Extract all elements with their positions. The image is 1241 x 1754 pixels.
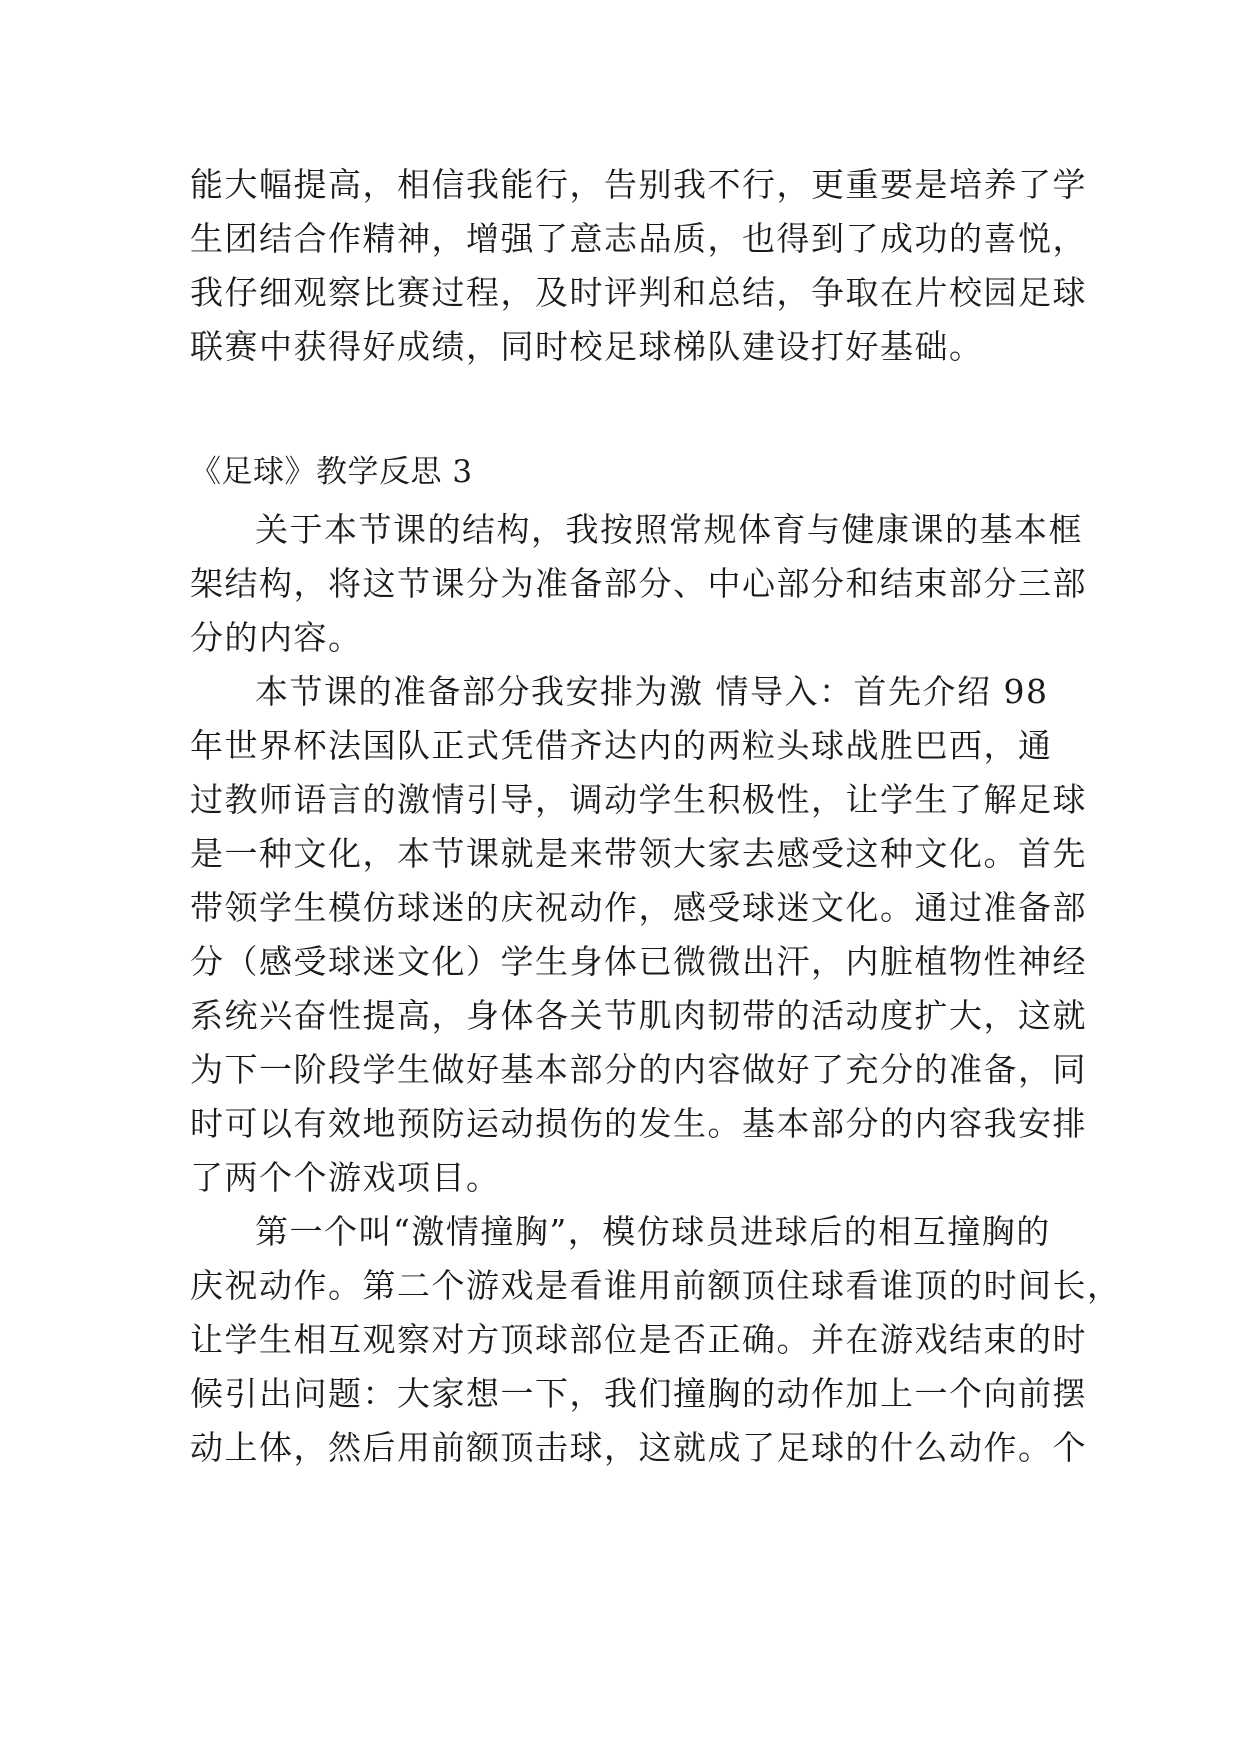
- text-line: 分的内容。: [190, 618, 363, 657]
- text-line: 庆祝动作。第二个游戏是看谁用前额顶住球看谁顶的时间长，: [190, 1266, 1122, 1305]
- text-line: 年世界杯法国队正式凭借齐达内的两粒头球战胜巴西，通: [190, 726, 1053, 765]
- text-line: 为下一阶段学生做好基本部分的内容做好了充分的准备，同: [190, 1050, 1087, 1089]
- section-heading: 《足球》教学反思 3: [190, 454, 473, 490]
- text-line: 生团结合作精神，增强了意志品质，也得到了成功的喜悦，: [190, 219, 1087, 258]
- text-line: 分（感受球迷文化）学生身体已微微出汗，内脏植物性神经: [190, 942, 1087, 981]
- text-line: 关于本节课的结构，我按照常规体育与健康课的基本框: [255, 510, 1083, 549]
- text-line: 是一种文化，本节课就是来带领大家去感受这种文化。首先: [190, 834, 1087, 873]
- text-line: 带领学生模仿球迷的庆祝动作，感受球迷文化。通过准备部: [190, 888, 1087, 927]
- text-line: 候引出问题：大家想一下，我们撞胸的动作加上一个向前摆: [190, 1374, 1087, 1413]
- text-line: 本节课的准备部分我安排为激 情导入：首先介绍 98: [255, 672, 1049, 711]
- text-line: 动上体，然后用前额顶击球，这就成了足球的什么动作。个: [190, 1428, 1087, 1467]
- text-line: 能大幅提高，相信我能行，告别我不行，更重要是培养了学: [190, 165, 1087, 204]
- text-line: 我仔细观察比赛过程，及时评判和总结，争取在片校园足球: [190, 273, 1087, 312]
- text-line: 过教师语言的激情引导，调动学生积极性，让学生了解足球: [190, 780, 1087, 819]
- text-line: 了两个个游戏项目。: [190, 1158, 501, 1197]
- text-line: 系统兴奋性提高，身体各关节肌肉韧带的活动度扩大，这就: [190, 996, 1087, 1035]
- text-line: 让学生相互观察对方顶球部位是否正确。并在游戏结束的时: [190, 1320, 1087, 1359]
- text-line: 时可以有效地预防运动损伤的发生。基本部分的内容我安排: [190, 1104, 1087, 1143]
- text-line: 联赛中获得好成绩，同时校足球梯队建设打好基础。: [190, 327, 984, 366]
- text-line: 第一个叫“激情撞胸”，模仿球员进球后的相互撞胸的: [255, 1212, 1051, 1251]
- text-line: 架结构，将这节课分为准备部分、中心部分和结束部分三部: [190, 564, 1087, 603]
